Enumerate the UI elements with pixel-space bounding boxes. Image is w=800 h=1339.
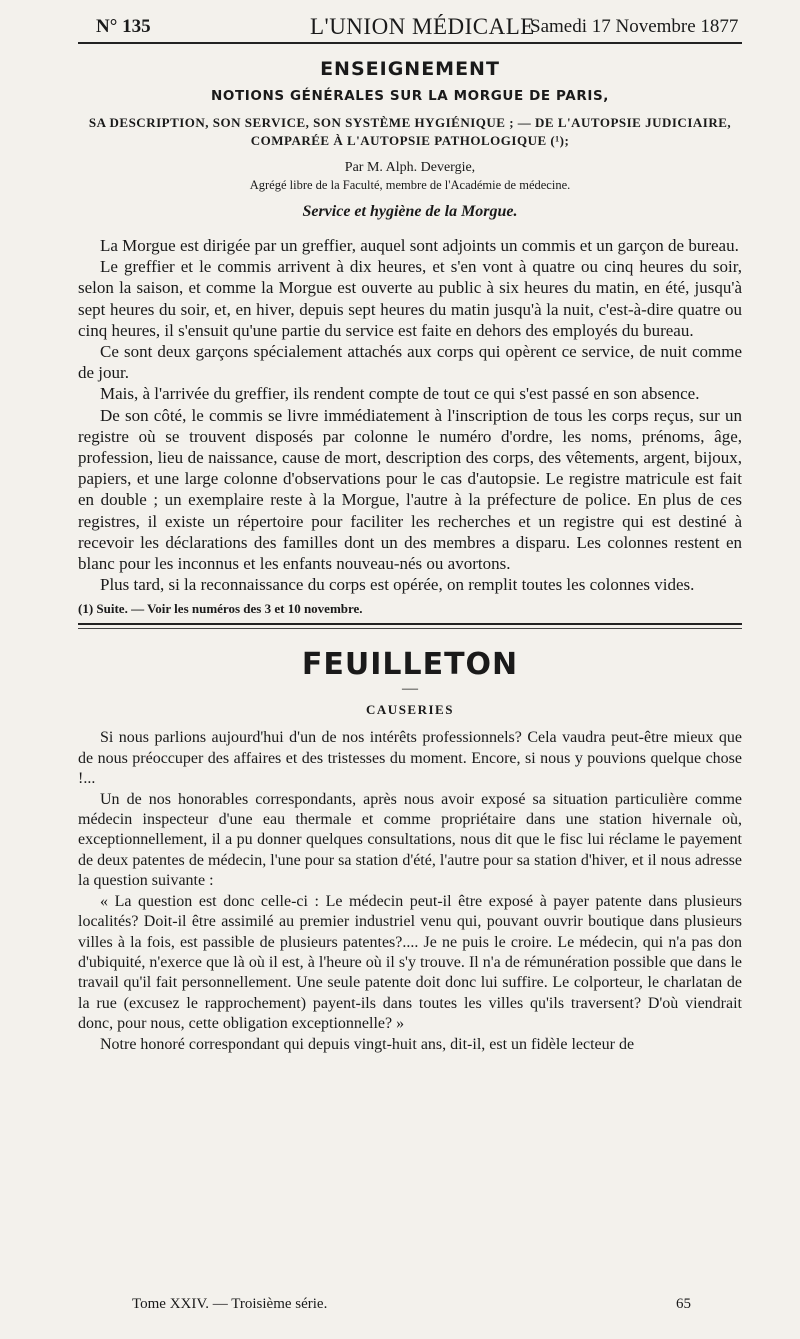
feuilleton-paragraph: « La question est donc celle-ci : Le médecin peut-il être exposé à payer patente dans plusieurs localités? Doit-il être assimilé au premier industriel venu qui, pouvant ouvrir boutique dans plusieurs villes à la fois, est passible de plusieurs patentes?.... Je ne puis le croire. Le médecin, qui n'a pas don d'ubiquité, n'exerce que là où il est, à l'heure où il s'y trouve. Il n'a de rémunération possible que dans le travail qu'il fait personnellement. Une seule patente doit donc lui suffire. Le colporteur, le charlatan de la rue (excusez le rapprochement) payent-ils dans toutes les villes qu'ils traversent? D'où viendrait donc, pour nous, cette obligation exceptionnelle? »: [78, 892, 742, 1033]
feuilleton-dash: —: [402, 680, 418, 698]
article-paragraph: Le greffier et le commis arrivent à dix heures, et s'en vont à quatre ou cinq heures du soir, selon la saison, et comme la Morgue est ouverte au public à six heures du matin, en été, jusqu'à sept heures du soir, et, en hiver, depuis sept heures du matin jusqu'à la nuit, c'est-à-dire quatre ou cinq heures, il s'ensuit qu'une partie du service est faite en dehors des employés du bureau.: [78, 257, 742, 340]
article-title: NOTIONS GÉNÉRALES SUR LA MORGUE DE PARIS,: [210, 88, 610, 104]
feuilleton-rule-bottom: [78, 628, 742, 629]
masthead-rule: [78, 42, 742, 44]
issue-date: Samedi 17 Novembre 1877: [530, 16, 739, 37]
article-author: Par M. Alph. Devergie,: [344, 160, 476, 175]
article-paragraph: Plus tard, si la reconnaissance du corps est opérée, on remplit toutes les colonnes vides.: [100, 575, 695, 595]
article-paragraph: La Morgue est dirigée par un greffier, auquel sont adjoints un commis et un garçon de bureau.: [100, 236, 739, 255]
article-paragraph: Mais, à l'arrivée du greffier, ils rendent compte de tout ce qui s'est passé en son absence.: [100, 384, 700, 404]
tome-series: Tome XXIV. — Troisième série.: [132, 1296, 328, 1312]
masthead: [78, 8, 742, 42]
article-paragraph: Ce sont deux garçons spécialement attachés aux corps qui opèrent ce service, de nuit comme de jour.: [78, 342, 742, 383]
footnote: (1) Suite. — Voir les numéros des 3 et 10 novembre.: [78, 601, 363, 617]
feuilleton-rule-top: [78, 623, 742, 625]
article-heading: Service et hygiène de la Morgue.: [302, 203, 518, 220]
feuilleton-paragraph: Si nous parlions aujourd'hui d'un de nos intérêts professionnels? Cela vaudra peut-être mieux que de nous préoccuper des affaires et des tristesses du moment. Encore, si nous y pouvions quelque chose !...: [78, 729, 742, 788]
article-paragraph: De son côté, le commis se livre immédiatement à l'inscription de tous les corps reçus, sur un registre où se trouvent disposés par colonne le numéro d'ordre, les noms, prénoms, âge, profession, lieu de naissance, cause de mort, description des corps, des vêtements, argent, bijoux, papiers, et une large colonne d'observations pour le cas d'autopsie. Le registre matricule est fait en double ; un exemplaire reste à la Morgue, l'autre à la préfecture de police. En plus de ces registres, il existe un répertoire pour faciliter les recherches et un registre qui est destiné à recevoir les déclarations des familles dont un des membres a disparu. Les colonnes restent en blanc pour les inconnus et les enfants nouveau-nés ou avortons.: [78, 405, 742, 574]
feuilleton-paragraph: Notre honoré correspondant qui depuis vingt-huit ans, dit-il, est un fidèle lecteur de: [100, 1035, 635, 1053]
article-body: [78, 235, 742, 595]
page-number: 65: [676, 1296, 691, 1312]
section-title: ENSEIGNEMENT: [320, 58, 500, 80]
feuilleton-title: FEUILLETON: [301, 647, 519, 683]
feuilleton-body: [78, 728, 742, 1055]
article-subtitle-line-1: SA DESCRIPTION, SON SERVICE, SON SYSTÈME HYGIÉNIQUE ; — DE L'AUTOPSIE JUDICIAIRE,: [88, 115, 732, 130]
feuilleton-paragraph: Un de nos honorables correspondants, après nous avoir exposé sa situation particulière comme médecin inspecteur d'une eau thermale et comme propriétaire dans une station hivernale où, exceptionnellement, il a pu donner quelques consultations, nous dit que le fisc lui réclame le payement de deux patentes de médecin, l'une pour sa station d'été, l'autre pour sa station d'hiver, et il nous adresse la question suivante :: [78, 790, 742, 890]
issue-number: N° 135: [96, 16, 151, 37]
feuilleton-subtitle: CAUSERIES: [366, 702, 454, 718]
article-subtitle: [78, 114, 742, 150]
author-affiliation: Agrégé libre de la Faculté, membre de l'Académie de médecine.: [249, 178, 571, 192]
article-subtitle-line-2: COMPARÉE À L'AUTOPSIE PATHOLOGIQUE (¹);: [250, 133, 570, 148]
journal-title: L'UNION MÉDICALE: [310, 14, 535, 39]
